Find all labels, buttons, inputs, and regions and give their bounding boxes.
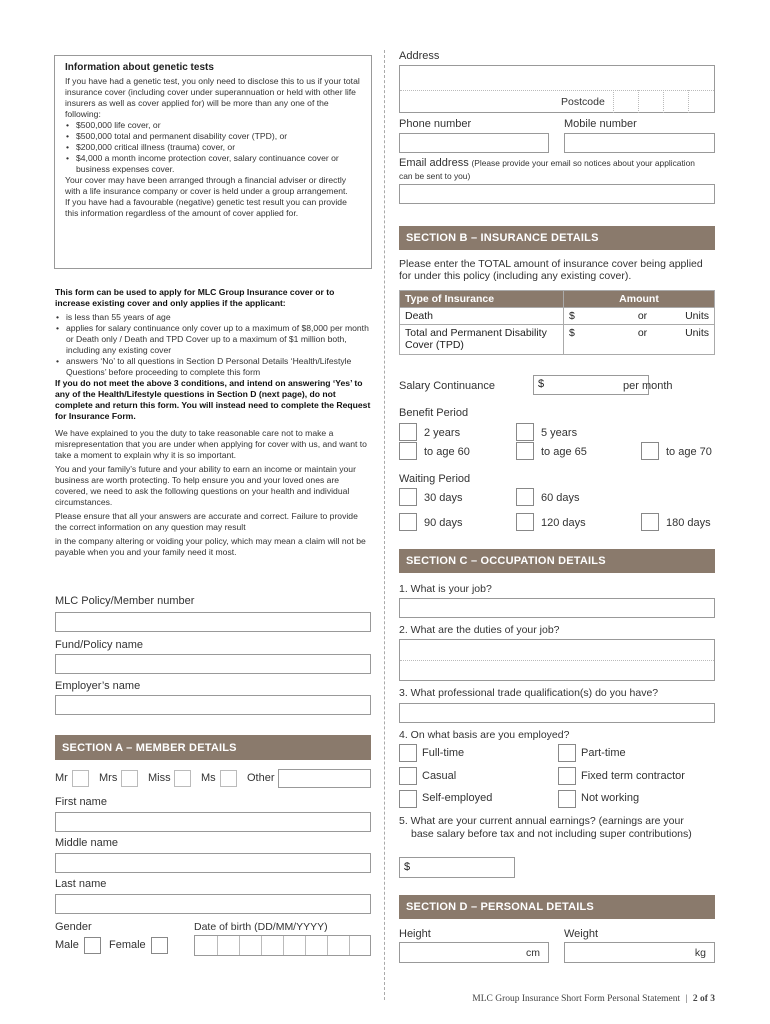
title-other-input[interactable] bbox=[278, 769, 371, 788]
policy-number-label: MLC Policy/Member number bbox=[55, 595, 195, 607]
height-input[interactable] bbox=[399, 942, 549, 963]
phone-label: Phone number bbox=[399, 118, 472, 130]
title-ms-label: Ms bbox=[201, 772, 216, 784]
footer-separator: | bbox=[685, 994, 688, 1004]
or-label: or bbox=[624, 308, 662, 325]
postcode-label: Postcode bbox=[561, 96, 605, 108]
footer-title: MLC Group Insurance Short Form Personal Statement bbox=[472, 994, 681, 1004]
per-month-label: per month bbox=[623, 380, 673, 392]
waiting-period-label: Waiting Period bbox=[399, 473, 471, 485]
conditions-bullets bbox=[55, 312, 371, 378]
mobile-input[interactable] bbox=[564, 133, 715, 153]
basis-fulltime-checkbox[interactable] bbox=[399, 744, 417, 762]
genetic-p2: Your cover may have been arranged through a financial adviser or directly with a life insurance company or cover is held under a group arrangement. bbox=[65, 175, 348, 196]
col-type-header: Type of Insurance bbox=[400, 291, 564, 308]
last-name-input[interactable] bbox=[55, 894, 371, 914]
condition-bullet: • is less than 55 years of age bbox=[55, 312, 371, 323]
benefit-age60-checkbox[interactable] bbox=[399, 442, 417, 460]
genetic-bullets bbox=[65, 120, 361, 175]
basis-parttime-checkbox[interactable] bbox=[558, 744, 576, 762]
qualifications-input[interactable] bbox=[399, 703, 715, 723]
email-input[interactable] bbox=[399, 184, 715, 204]
title-other-label: Other bbox=[247, 772, 275, 784]
section-b-intro: Please enter the TOTAL amount of insurance cover being applied for under this policy (including any existing cover). bbox=[399, 258, 703, 282]
mobile-label: Mobile number bbox=[564, 118, 637, 130]
job-input[interactable] bbox=[399, 598, 715, 618]
cm-unit: cm bbox=[526, 947, 540, 959]
email-label: Email address bbox=[399, 157, 469, 169]
basis-selfemployed-label: Self-employed bbox=[422, 792, 493, 804]
title-miss-label: Miss bbox=[148, 772, 171, 784]
title-miss-checkbox[interactable] bbox=[174, 770, 191, 787]
currency-symbol: $ bbox=[569, 327, 575, 339]
height-label: Height bbox=[399, 928, 431, 940]
benefit-5years-checkbox[interactable] bbox=[516, 423, 534, 441]
duties-input[interactable] bbox=[399, 639, 715, 681]
insurance-type: Death bbox=[400, 308, 564, 325]
page-number: 2 of 3 bbox=[692, 994, 715, 1004]
weight-label: Weight bbox=[564, 928, 599, 940]
address-label: Address bbox=[399, 50, 440, 62]
dob-label: Date of birth (DD/MM/YYYY) bbox=[194, 921, 328, 933]
gender-label: Gender bbox=[55, 921, 92, 933]
basis-selfemployed-checkbox[interactable] bbox=[399, 790, 417, 808]
waiting-30days-label: 30 days bbox=[424, 492, 463, 504]
duty-p4: in the company altering or voiding your policy, which may mean a claim will not be payable when you and your family need it most. bbox=[55, 536, 366, 557]
fund-name-input[interactable] bbox=[55, 654, 371, 674]
q2-label: 2. What are the duties of your job? bbox=[399, 624, 560, 636]
section-d-header: SECTION D – PERSONAL DETAILS bbox=[399, 895, 715, 919]
insurance-type: Total and Permanent Disability Cover (TPD) bbox=[400, 325, 564, 355]
conditions-heading: This form can be used to apply for MLC Group Insurance cover or to increase existing cover and only applies if the applicant: bbox=[55, 287, 335, 308]
condition-bullet: • applies for salary continuance only cover up to a maximum of $8,000 per month or Death only / Death and TPD Cover up to a maximum of $1 million both, including any existing cover bbox=[55, 323, 371, 356]
genetic-title: Information about genetic tests bbox=[65, 62, 214, 73]
basis-contractor-checkbox[interactable] bbox=[558, 767, 576, 785]
weight-input[interactable] bbox=[564, 942, 715, 963]
basis-notworking-label: Not working bbox=[581, 792, 640, 804]
benefit-period-label: Benefit Period bbox=[399, 407, 469, 419]
title-mr-checkbox[interactable] bbox=[72, 770, 89, 787]
fund-name-label: Fund/Policy name bbox=[55, 639, 144, 651]
currency-symbol: $ bbox=[404, 861, 411, 873]
waiting-120days-checkbox[interactable] bbox=[516, 513, 534, 531]
col-amount-header: Amount bbox=[564, 291, 715, 308]
conditions-block bbox=[55, 287, 371, 558]
basis-contractor-label: Fixed term contractor bbox=[581, 770, 685, 782]
insurance-table bbox=[399, 290, 715, 355]
basis-casual-label: Casual bbox=[422, 770, 457, 782]
waiting-90days-checkbox[interactable] bbox=[399, 513, 417, 531]
duty-p1: We have explained to you the duty to take reasonable care not to make a misrepresentation that you are under when applying for cover with us, and want to take a moment to explain why it is so important. bbox=[55, 428, 367, 460]
page-footer bbox=[472, 994, 715, 1004]
basis-notworking-checkbox[interactable] bbox=[558, 790, 576, 808]
middle-name-label: Middle name bbox=[55, 837, 118, 849]
benefit-age70-label: to age 70 bbox=[666, 446, 712, 458]
address-input[interactable] bbox=[399, 65, 715, 113]
benefit-age70-checkbox[interactable] bbox=[641, 442, 659, 460]
basis-fulltime-label: Full-time bbox=[422, 747, 465, 759]
benefit-2years-checkbox[interactable] bbox=[399, 423, 417, 441]
section-a-header: SECTION A – MEMBER DETAILS bbox=[55, 735, 371, 760]
genetic-info-box bbox=[54, 55, 372, 269]
q4-label: 4. On what basis are you employed? bbox=[399, 729, 570, 741]
death-units-input[interactable] bbox=[662, 308, 715, 325]
benefit-2years-label: 2 years bbox=[424, 427, 461, 439]
title-mrs-label: Mrs bbox=[99, 772, 118, 784]
gender-female-checkbox[interactable] bbox=[151, 937, 168, 954]
table-row bbox=[400, 308, 715, 325]
section-b-header: SECTION B – INSURANCE DETAILS bbox=[399, 226, 715, 250]
genetic-bullet: • $500,000 total and permanent disability cover (TPD), or bbox=[65, 131, 361, 142]
salary-continuance-label: Salary Continuance bbox=[399, 380, 496, 392]
title-mr-label: Mr bbox=[55, 772, 68, 784]
basis-casual-checkbox[interactable] bbox=[399, 767, 417, 785]
gender-female-label: Female bbox=[109, 939, 146, 951]
employer-label: Employer’s name bbox=[55, 680, 141, 692]
q3-label: 3. What professional trade qualification(s) do you have? bbox=[399, 687, 659, 699]
dob-input[interactable] bbox=[194, 935, 371, 956]
waiting-30days-checkbox[interactable] bbox=[399, 488, 417, 506]
benefit-5years-label: 5 years bbox=[541, 427, 578, 439]
q1-label: 1. What is your job? bbox=[399, 583, 492, 595]
currency-symbol: $ bbox=[569, 310, 575, 322]
waiting-180days-label: 180 days bbox=[666, 517, 711, 529]
phone-input[interactable] bbox=[399, 133, 549, 153]
benefit-age60-label: to age 60 bbox=[424, 446, 470, 458]
q5-label: 5. What are your current annual earnings? (earnings are your base salary before tax and not including super contributions) bbox=[399, 815, 692, 840]
first-name-input[interactable] bbox=[55, 812, 371, 832]
currency-symbol: $ bbox=[538, 378, 545, 390]
waiting-90days-label: 90 days bbox=[424, 517, 463, 529]
title-mrs-checkbox[interactable] bbox=[121, 770, 138, 787]
policy-number-input[interactable] bbox=[55, 612, 371, 632]
last-name-label: Last name bbox=[55, 878, 107, 890]
email-label-wrap bbox=[399, 157, 699, 183]
condition-bullet: • answers ‘No’ to all questions in Section D Personal Details ‘Health/Lifestyle Questions’ before proceeding to complete this form bbox=[55, 356, 371, 378]
title-ms-checkbox[interactable] bbox=[220, 770, 237, 787]
benefit-age65-checkbox[interactable] bbox=[516, 442, 534, 460]
column-divider bbox=[384, 50, 385, 1000]
waiting-60days-label: 60 days bbox=[541, 492, 580, 504]
waiting-180days-checkbox[interactable] bbox=[641, 513, 659, 531]
genetic-p3: If you have had a favourable (negative) genetic test result you can provide this information regardless of the amount of cover applied for. bbox=[65, 197, 347, 218]
first-name-label: First name bbox=[55, 796, 107, 808]
duty-p2: You and your family’s future and your ability to earn an income or maintain your business are worth protecting. To help ensure you and your loved ones are covered, we need to ask the following questions on your health and individual circumstances. bbox=[55, 464, 356, 507]
gender-male-checkbox[interactable] bbox=[84, 937, 101, 954]
genetic-p1: If you have had a genetic test, you only need to disclose this to us if your total insurance cover (including cover under superannuation or held with other life insurers as well as cover applied for) will be more than any one of the following: bbox=[65, 76, 360, 119]
postcode-input[interactable] bbox=[613, 90, 715, 113]
genetic-bullet: • $4,000 a month income protection cover, salary continuance cover or business expenses cover. bbox=[65, 153, 361, 175]
kg-unit: kg bbox=[694, 947, 706, 959]
section-c-header: SECTION C – OCCUPATION DETAILS bbox=[399, 549, 715, 573]
conditions-warning: If you do not meet the above 3 conditions, and intend on answering ‘Yes’ to any of the Health/Lifestyle questions in Section D (next page), do not complete and return this form. You will instead need to complete the Request for Insurance Form. bbox=[55, 378, 371, 421]
table-row bbox=[400, 325, 715, 355]
units-label: Units bbox=[685, 310, 709, 322]
email-note: (Please provide your email so notices about your application can be sent to you) bbox=[399, 158, 695, 181]
genetic-bullet: • $500,000 life cover, or bbox=[65, 120, 361, 131]
employer-input[interactable] bbox=[55, 695, 371, 715]
middle-name-input[interactable] bbox=[55, 853, 371, 873]
gender-male-label: Male bbox=[55, 939, 79, 951]
tpd-amount-input[interactable] bbox=[564, 325, 624, 355]
units-label: Units bbox=[685, 327, 709, 339]
duty-p3: Please ensure that all your answers are accurate and correct. Failure to provide the correct information on any question may result bbox=[55, 511, 358, 532]
tpd-units-input[interactable] bbox=[662, 325, 715, 355]
waiting-60days-checkbox[interactable] bbox=[516, 488, 534, 506]
or-label: or bbox=[624, 325, 662, 355]
waiting-120days-label: 120 days bbox=[541, 517, 586, 529]
genetic-bullet: • $200,000 critical illness (trauma) cover, or bbox=[65, 142, 361, 153]
benefit-age65-label: to age 65 bbox=[541, 446, 587, 458]
death-amount-input[interactable] bbox=[564, 308, 624, 325]
earnings-input[interactable] bbox=[399, 857, 515, 878]
basis-parttime-label: Part-time bbox=[581, 747, 626, 759]
